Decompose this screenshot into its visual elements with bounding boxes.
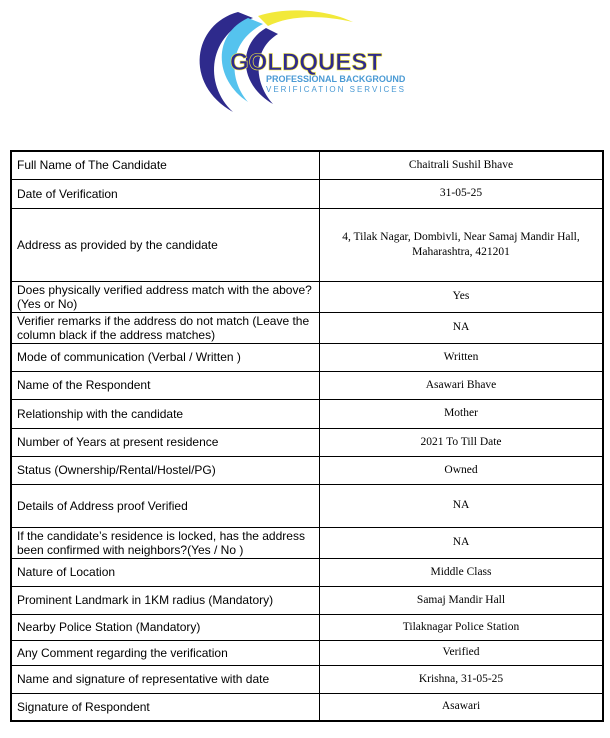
- field-label: Nearby Police Station (Mandatory): [11, 614, 320, 640]
- table-row: [11, 484, 603, 527]
- field-value: Verified: [320, 640, 604, 665]
- field-label: Signature of Respondent: [11, 693, 320, 721]
- table-row: [11, 558, 603, 586]
- field-label: Prominent Landmark in 1KM radius (Mandatory): [11, 586, 320, 614]
- field-value: 4, Tilak Nagar, Dombivli, Near Samaj Mandir Hall, Maharashtra, 421201: [320, 208, 604, 281]
- field-label: Address as provided by the candidate: [11, 208, 320, 281]
- svg-text:GOLDQUEST: GOLDQUEST: [230, 49, 383, 76]
- field-label: Any Comment regarding the verification: [11, 640, 320, 665]
- field-label: Date of Verification: [11, 179, 320, 208]
- field-label: If the candidate’s residence is locked, has the address been confirmed with neighbors?(Yes / No ): [11, 527, 320, 558]
- table-row: [11, 371, 603, 399]
- svg-text:VERIFICATION SERVICES: VERIFICATION SERVICES: [266, 85, 406, 94]
- field-value: Middle Class: [320, 558, 604, 586]
- field-label: Details of Address proof Verified: [11, 484, 320, 527]
- table-row: [11, 586, 603, 614]
- table-row: [11, 693, 603, 721]
- field-label: Name of the Respondent: [11, 371, 320, 399]
- field-value: 2021 To Till Date: [320, 428, 604, 456]
- table-row: [11, 399, 603, 428]
- field-value: Tilaknagar Police Station: [320, 614, 604, 640]
- field-value: Mother: [320, 399, 604, 428]
- address-verification-table: [10, 150, 604, 722]
- table-row: [11, 179, 603, 208]
- field-label: Does physically verified address match with the above? (Yes or No): [11, 281, 320, 312]
- table-row: [11, 343, 603, 371]
- table-row: [11, 312, 603, 343]
- field-value: Owned: [320, 456, 604, 484]
- field-value: Krishna, 31-05-25: [320, 665, 604, 693]
- table-row: [11, 456, 603, 484]
- svg-text:PROFESSIONAL BACKGROUND: PROFESSIONAL BACKGROUND: [266, 74, 406, 84]
- field-value: 31-05-25: [320, 179, 604, 208]
- field-label: Mode of communication (Verbal / Written ): [11, 343, 320, 371]
- table-row: [11, 281, 603, 312]
- goldquest-logo: [178, 4, 443, 116]
- field-value: NA: [320, 484, 604, 527]
- table-row: [11, 640, 603, 665]
- table-row: [11, 614, 603, 640]
- table-row: [11, 527, 603, 558]
- field-label: Full Name of The Candidate: [11, 151, 320, 179]
- field-label: Relationship with the candidate: [11, 399, 320, 428]
- field-value: NA: [320, 527, 604, 558]
- field-label: Status (Ownership/Rental/Hostel/PG): [11, 456, 320, 484]
- table-row: [11, 151, 603, 179]
- table-row: [11, 665, 603, 693]
- table-row: [11, 208, 603, 281]
- field-value: Samaj Mandir Hall: [320, 586, 604, 614]
- field-value: Chaitrali Sushil Bhave: [320, 151, 604, 179]
- field-value: Asawari: [320, 693, 604, 721]
- field-label: Verifier remarks if the address do not match (Leave the column black if the address matches): [11, 312, 320, 343]
- field-label: Number of Years at present residence: [11, 428, 320, 456]
- field-value: Written: [320, 343, 604, 371]
- field-label: Name and signature of representative with date: [11, 665, 320, 693]
- table-row: [11, 428, 603, 456]
- field-value: NA: [320, 312, 604, 343]
- field-value: Yes: [320, 281, 604, 312]
- field-value: Asawari Bhave: [320, 371, 604, 399]
- field-label: Nature of Location: [11, 558, 320, 586]
